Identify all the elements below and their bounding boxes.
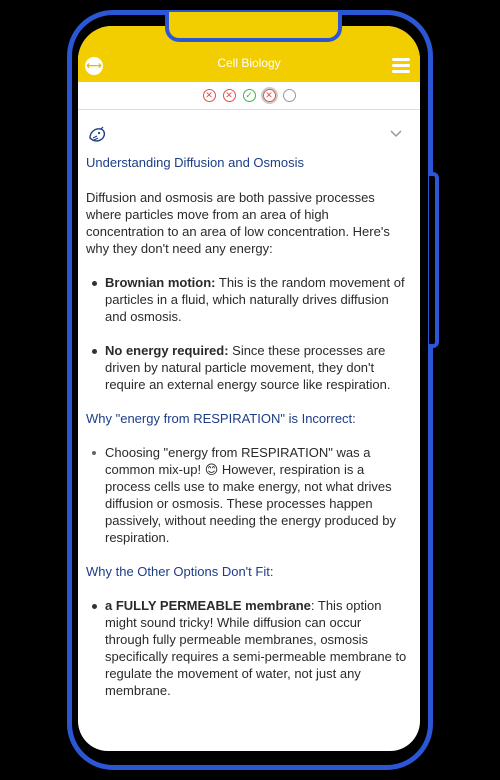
progress-indicator bbox=[78, 82, 420, 110]
progress-dot-wrong[interactable]: ✕ bbox=[203, 89, 216, 102]
point-text: Since these processes are driven by natural particle movement, they don't require an external energy source like respiration. bbox=[105, 343, 391, 392]
point-text: : This option might sound tricky! While diffusion can occur through fully permeable membranes, osmosis specifically requires a semi-permeable membrane to regulate the movement of water, not just any membrane. bbox=[105, 598, 407, 698]
swap-arrows-icon[interactable]: ⟷ bbox=[85, 57, 103, 75]
hamburger-icon[interactable] bbox=[392, 58, 410, 74]
intro-paragraph: Diffusion and osmosis are both passive processes where particles move from an area of high concentration to an area of low concentration. Here's why they don't need any energy: bbox=[86, 190, 390, 256]
point-heading: Brownian motion: bbox=[105, 275, 216, 290]
progress-dot-correct[interactable]: ✓ bbox=[243, 89, 256, 102]
progress-dot-wrong[interactable]: ✕ bbox=[223, 89, 236, 102]
bird-icon bbox=[86, 124, 108, 146]
other-options-list bbox=[86, 597, 408, 699]
other-options-heading: Why the Other Options Don't Fit: bbox=[86, 564, 274, 579]
list-item bbox=[92, 274, 408, 325]
list-item bbox=[92, 342, 408, 393]
why-incorrect-heading: Why "energy from RESPIRATION" is Incorrect: bbox=[86, 411, 356, 426]
progress-dot-current[interactable]: ✕ bbox=[263, 89, 276, 102]
list-item bbox=[92, 444, 408, 546]
side-button bbox=[429, 172, 439, 348]
chevron-down-icon[interactable] bbox=[390, 130, 402, 138]
point-heading: No energy required: bbox=[105, 343, 229, 358]
page-title: Cell Biology bbox=[217, 56, 281, 70]
progress-dot-empty[interactable] bbox=[283, 89, 296, 102]
explanation-header bbox=[86, 124, 408, 154]
point-text: Choosing "energy from RESPIRATION" was a common mix-up! 😊 However, respiration is a process cells use to make energy, not what drives diffusion or osmosis. These processes happen passively, without needing the energy produced by respiration. bbox=[105, 445, 397, 545]
explanation-panel bbox=[86, 124, 408, 716]
explanation-title: Understanding Diffusion and Osmosis bbox=[86, 155, 304, 170]
point-text: This is the random movement of particles in a fluid, which naturally drives diffusion and osmosis. bbox=[105, 275, 405, 324]
list-item bbox=[92, 597, 408, 699]
why-incorrect-list bbox=[86, 444, 408, 546]
point-heading: a FULLY PERMEABLE membrane bbox=[105, 598, 311, 613]
key-points-list bbox=[86, 274, 408, 393]
phone-notch bbox=[165, 12, 342, 42]
